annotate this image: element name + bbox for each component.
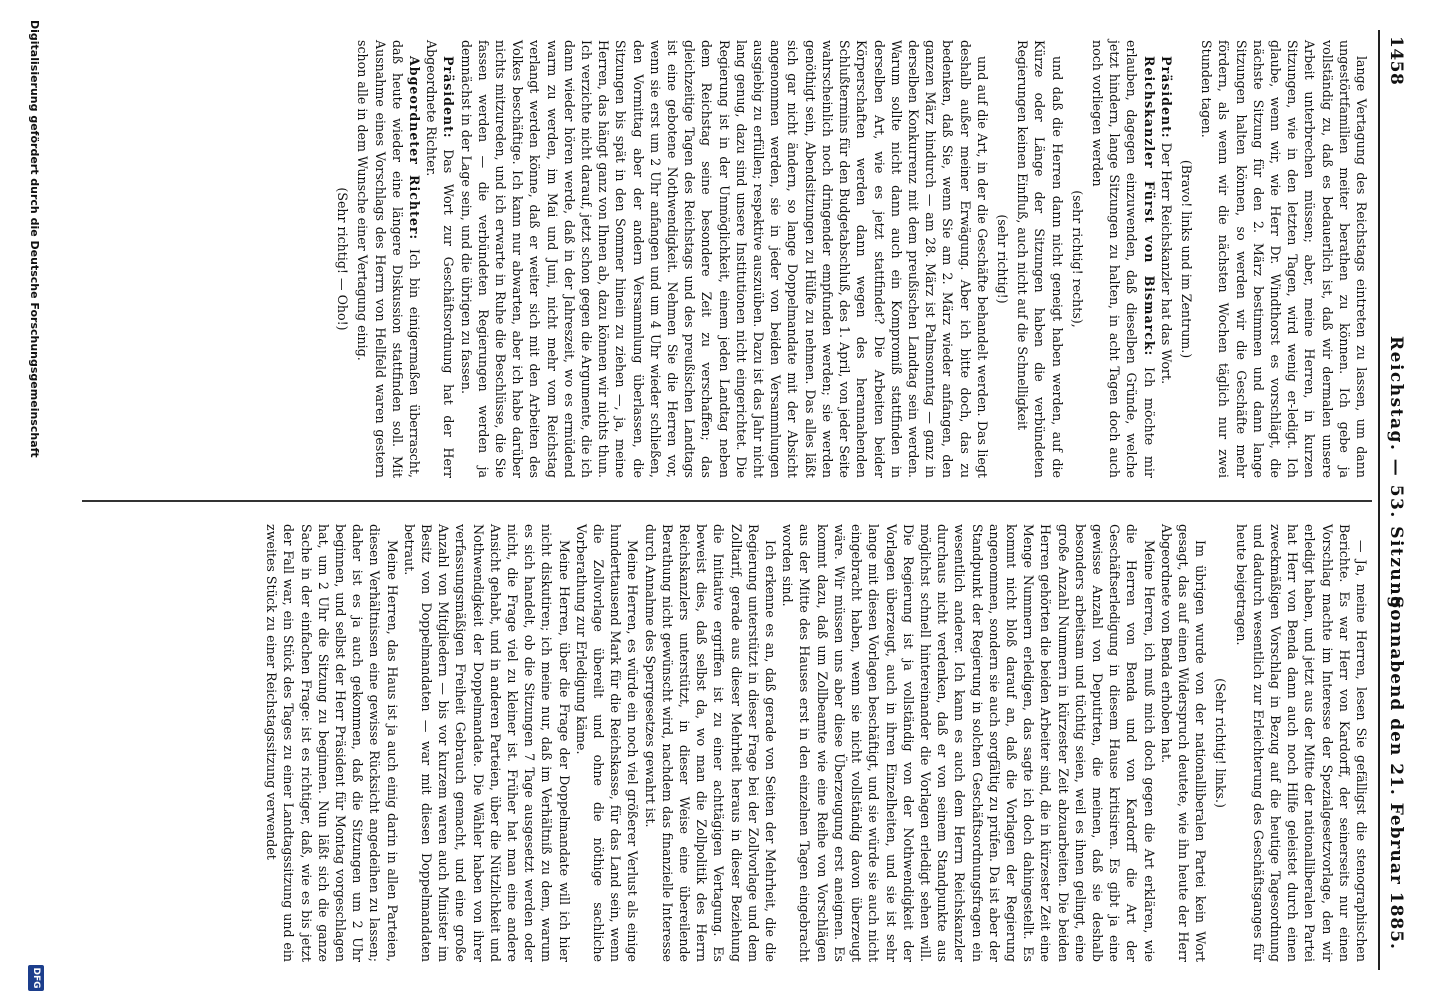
header-title: Reichstag. — 53. Sitzung. [1386, 336, 1406, 617]
speech-text: Ich möchte mir erlauben, dagegen einzuwenden, daß dieselben Gründe, welche jetzt hindern, lange Sitzungen zu halten, in acht Tagen doch auch noch vorliegen werden [1089, 40, 1157, 478]
speaker-name: Präsident: [1158, 56, 1174, 139]
paragraph: Ich erkenne es an, daß gerade von Seiten der Mehrheit, die die Regierung unterstützt in dieser Frage bei der Zollvorlage und dem Zolltarif, gerade aus dieser Mehrheit heraus in dieser Beziehung die Initiative ergriffen ist zu einer achttägigen Vertagung. Es beweist dies, daß selbst da, wo man die Zollpolitik des Herrn Reichskanzlers unterstützt, in dieser Weise eine übereilende Berathung nicht gewünscht wird, nachdem das finanzielle Interesse durch Annahme des Sperrgesetzes gewahrt ist. [642, 524, 779, 962]
paragraph: lange Vertagung des Reichstags eintreten zu lassen, um dann ungestörtfamilien meiter berathen zu können. Ich gebe ja vollständig zu, daß es bedauerlich ist, daß wir dermalen unsere Arbeit unterbrechen müssen; aber, meine Herren, in kurzen Sitzungen, wie in den letzten Tagen, wird wenig er-ledigt. Ich glaube, wenn wir, wie Herr Dr. Windthorst es vorschlägt, die nächste Sitzung für den 2. März bestimmen und dann lange Sitzungen halten können, so werden wir die Geschäfte mehr fördern, als wenn wir die nächsten Wochen täglich nur zwei Stunden tagen. [1199, 40, 1369, 478]
paragraph: und daß die Herren dann nicht geneigt haben werden, auf die Kürze oder Länge der Sitzungen haben die verbündeten Regierungen keinen Einfluß, auch nicht auf die Schnelligkeit [1015, 40, 1065, 478]
stage-direction: (Sehr richtig! links.) [1213, 678, 1229, 808]
speaker-name: Präsident: [441, 56, 457, 139]
stage-direction: (Bravo! links und im Zentrum.) [1178, 159, 1194, 359]
paragraph: Meine Herren, es würde ein noch viel größerer Verlust als einige hunderttausend Mark für die Reichskasse, für das Land sein, wenn die Zollvorlage übereilt und ohne die nöthige sachliche Vorberathung zur Erledigung käme. [573, 524, 641, 962]
page-header [1380, 36, 1410, 966]
right-column [263, 524, 1370, 962]
page-footer [22, 0, 46, 1000]
column-divider [82, 500, 1372, 502]
speaker-paragraph [1158, 40, 1175, 478]
left-column [331, 40, 1370, 478]
speaker-paragraph [423, 40, 457, 478]
dfg-logo: DFG [28, 965, 44, 991]
speech-text: Der Herr Reichskanzler hat das Wort. [1158, 142, 1174, 385]
header-rule [1378, 30, 1380, 970]
speech-text: Ich bin einigermaßen überrascht, daß heute wieder eine längere Diskussion stattfinden soll. Mit Ausnahme eines Vorschlags des Herrn von Hellfeld waren gestern schon alle in dem Wunsche einer Vertagung einig. [355, 40, 423, 479]
speaker-paragraph [354, 40, 423, 478]
speaker-name: Reichskanzler Fürst von Bismarck: [1141, 56, 1157, 357]
stage-direction: (Sehr richtig! — Oho!) [335, 187, 351, 331]
paragraph: und auf die Art, in der die Geschäfte behandelt werden. Das liegt deshalb außer meiner Erwägung. Aber ich bitte doch, das zu bedenken, daß Sie, wenn Sie am 2. März wieder anfangen, den ganzen März hindurch — am 28. März ist Palmsonntag — ganz in derselben Konkurrenz mit dem preußischen Landtag sein werden. Warum sollte nicht dann auch ein Kompromiß stattfinden in derselben Art, wie es jetzt stattfindet? Die Arbeiten beider Körperschaften werden dann wegen des herannahenden Schlußtermins für den Budgetabschluß, des 1. April, von jeder Seite wahrscheinlich noch dringender empfunden werden; sie werden genöthigt sein, Abendsitzungen zu Hülfe zu nehmen. Das alles läßt sich gar nicht ändern, so lange Doppelmandate mit der Absicht angenommen werden, sie in jeder von beiden Versammlungen ausgiebig zu erfüllen; respektive auszuüben. Dazu ist das Jahr nicht lang genug, dazu sind unsere Institutionen nicht eingerichtet. Die Regierung ist in der Unmöglichkeit, einem jeden Landtag neben dem Reichstag seine besondere Zeit zu verschaffen; das gleichzeitige Tagen des Reichstags und des preußischen Landtags ist eine gebotene Nothwendigkeit. Nehmen Sie die Herren vor, wenn sie erst um 2 Uhr anfangen und um 4 Uhr wieder schließen, den Vormittag aber der andern Versammlung überlassen, die Sitzungen bis spät in den Sommer hinein zu ziehen —, ja, meine Herren, das hängt ganz von Ihnen ab, dazu können wir nichts thun. Ich verzichte nicht darauf, jetzt schon gegen die Argumente, die ich dann wieder hören werde, daß in der Jahreszeit, wo es ermüdend warm zu werden, im Mai und Juni, nicht mehr vom Reichstag verlangt werden könne, daß er weiter sich mit den Arbeiten des Volkes beschäftige. Ich kann nur abwarten, aber ich habe darüber nichts mitzureden, und ich erwarte in Ruhe die Beschlüsse, die Sie fassen werden — die verbündeten Regierungen werden ja demnächst in der Lage sein, und die übrigen zu fassen. [458, 40, 990, 478]
speaker-paragraph [1089, 40, 1158, 478]
header-date: Sonnabend den 21. Februar 1885. [1386, 596, 1406, 950]
page-number: 1458 [1386, 36, 1406, 86]
paragraph: Meine Herren, das Haus ist ja auch einig darin in allen Parteien, diesen Verhältnissen eine gewisse Rücksicht angedeihen zu lassen; daher ist es ja auch gekommen, daß die Sitzungen um 2 Uhr beginnen, und selbst der Herr Präsident für Montag vorgeschlagen hat, um 2 Uhr die Sitzung zu beginnen. Nun läßt sich die ganze Sache in der einfachen Frage: ist es richtiger, daß, wie es bis jetzt der Fall war, ein Stück des Tages zu einer Landtagssitzung und ein zweites Stück zu einer Reichstagssitzung verwendet [264, 524, 400, 962]
stage-direction: (sehr richtig!) [994, 214, 1010, 304]
rotated-page-frame [28, 0, 1432, 1000]
speaker-name: Abgeordneter Richter: [407, 56, 423, 241]
paragraph: Meine Herren, über die Frage der Doppelmandate will ich hier nicht diskutiren; ich meine nur, daß im Verhältniß zu dem, warum es sich handelt, ob die Sitzungen 7 Tage ausgesetzt werden oder nicht, die Frage viel zu kleiner ist. Früher hat man eine andere Ansicht gehabt, und in anderen Parteien, über die Nützlichkeit und Nothwendigkeit der Doppelmandate. Die Wähler haben von ihrer verfassungsmäßigen Freiheit Gebrauch gemacht, und eine große Anzahl von Mitgliedern — bis vor kurzem waren auch Minister im Besitz von Doppelmandaten — war mit diesen Doppelmandaten betraut. [401, 524, 572, 962]
paragraph: Im übrigen wurde von der nationalliberalen Partei kein Wort gesagt, das auf einen Widerspruch deutete, wie ihn heute der Herr Abgeordnete von Benda erhoben hat. [1158, 524, 1209, 962]
paragraph: — Ja, meine Herren, lesen Sie gefälligst die stenographischen Berichte. Es war Herr von Kardorff, der seinerseits nur einen Vorschlag machte im Interesse der Spezialgesetzvorlage, den wir erledigt haben, und jetzt aus der Mitte der nationalliberalen Partei hat Herr von Benda dann auch noch Hilfe geleistet durch einen zweckmäßigen Vorschlag in Bezug auf die heutige Tagesordnung und dadurch wesentlich zur Erleichterung des Geschäftsganges für heute beigetragen. [1233, 524, 1369, 962]
speech-text: Das Wort zur Geschäftsordnung hat der Herr Abgeordnete Richter. [424, 40, 457, 478]
footer-credit: Digitalisierung gefördert durch die Deutsche Forschungsgemeinschaft [28, 20, 41, 458]
stage-direction: (sehr richtig! rechts), [1069, 190, 1085, 328]
paragraph: Meine Herren, ich muß mich doch gegen die Art erklären, wie die Herren von Benda und von Kardorff die Art der Geschäftserledigung in diesem Hause kritisiren. Es gibt ja eine gewisse Anzahl von Deputirten, die meinen, daß sie deshalb besonders arbeitsam und tüchtig seien, weil es ihnen gelingt, eine große Anzahl Nummern in kürzester Zeit abzuarbeiten. Die beiden Herren gehörten die beiden Arbeiter sind, die in kürzester Zeit eine Menge Nummern erledigen, das sagte ich doch dahingestellt. Es kommt nicht bloß darauf an, daß die Vorlagen der Regierung angenommen, sondern sie auch sorgfältig zu prüfen. Da ist aber der Standpunkt der Regierung in solchen Geschäftsordnungsfragen ein wesentlich anderer. Ich kann es auch dem Herrn Reichskanzler durchaus nicht verdenken, daß er von seinem Standpunkte aus möglichst schnell hintereinander die Vorlagen erledigt sehen will. Die Regierung ist ja vollständig von der Nothwendigkeit der Vorlagen überzeugt, auch in ihren Einzelheiten, und sie ist sehr lange mit diesen Vorlagen beschäftigt, und sie würde sie auch nicht eingebracht haben, wenn sie nicht vollständig davon überzeugt wäre. Wir müssen uns aber diese Überzeugung erst aneignen. Es kommt dazu, daß um Zollbeamte wie eine Reihe von Vorschlägen aus der Mitte des Hauses erst in den einzelnen Tagen eingebracht worden sind. [780, 524, 1157, 962]
